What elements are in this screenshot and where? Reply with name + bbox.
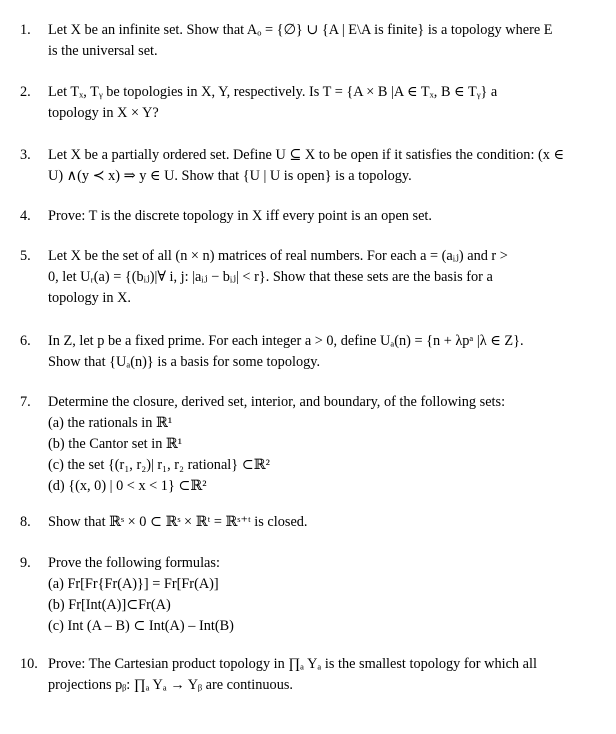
problem-subitem: (d) {(x, 0) | 0 < x < 1} ⊂ℝ² [48,478,207,494]
problem-subitem: (a) Fr[Fr{Fr(A)}] = Fr[Fr(A)] [48,576,219,592]
problem-text: Let Tₓ, Tᵧ be topologies in X, Y, respectively. Is T = {A × B |A ∈ Tₓ, B ∈ Tᵧ} a [48,84,498,100]
problem-subitem: (a) the rationals in ℝ¹ [48,415,173,431]
problem-text: Prove the following formulas: [48,555,220,571]
problem-text: Let X be the set of all (n × n) matrices of real numbers. For each a = (aᵢⱼ) and r > [48,248,508,264]
problem-text: Let X be an infinite set. Show that Aₒ = {∅} ∪ {A | E\A is finite} is a topology where E [48,22,553,38]
problem-subitem: (c) Int (A – B) ⊂ Int(A) – Int(B) [48,618,234,634]
problem-text: is the universal set. [48,43,158,59]
problem-text: Show that {Uₐ(n)} is a basis for some topology. [48,354,321,370]
problem-text: Prove: The Cartesian product topology in ∏ₐ Yₐ is the smallest topology for which all [48,656,537,672]
problem-text: In Z, let p be a fixed prime. For each integer a > 0, define Uₐ(n) = {n + λpᵃ |λ ∈ Z}. [48,333,524,349]
problem-7 [20,392,598,497]
problem-subitem: (b) the Cantor set in ℝ¹ [48,436,183,452]
problem-text: projections pᵦ: ∏ₐ Yₐ → Yᵦ are continuous. [48,677,293,693]
problem-2 [20,82,598,124]
problem-4 [20,206,598,227]
problem-number: 6. [20,333,31,349]
problem-text: U) ∧(y ≺ x) ⇒ y ∈ U. Show that {U | U is open} is a topology. [48,168,412,184]
problem-text: 0, let Uᵣ(a) = {(bᵢⱼ)|∀ i, j: |aᵢⱼ − bᵢⱼ| < r}. Show that these sets are the basis for a [48,269,493,285]
problem-5 [20,246,598,309]
problem-3 [20,145,598,187]
problem-text: topology in X. [48,290,132,306]
problem-number: 9. [20,555,31,571]
problem-number: 7. [20,394,31,410]
problem-8 [20,512,598,533]
problem-number: 8. [20,514,31,530]
problem-subitem: (c) the set {(r₁, r₂)| r₁, r₂ rational} ⊂ℝ² [48,457,270,473]
problem-9 [20,553,598,637]
problem-1 [20,20,598,62]
problem-number: 4. [20,208,31,224]
problem-10 [20,654,598,696]
problem-text: Let X be a partially ordered set. Define U ⊆ X to be open if it satisfies the condition: (x ∈ [48,147,565,163]
problem-text: Determine the closure, derived set, interior, and boundary, of the following sets: [48,394,506,410]
problem-subitem: (b) Fr[Int(A)]⊂Fr(A) [48,597,171,613]
problem-text: Prove: T is the discrete topology in X iff every point is an open set. [48,208,432,224]
problem-text: topology in X × Y? [48,105,159,121]
problem-text: Show that ℝˢ × 0 ⊂ ℝˢ × ℝᵗ = ℝˢ⁺ᵗ is closed. [48,514,308,530]
problem-number: 10. [20,656,38,672]
problem-number: 2. [20,84,31,100]
problem-number: 1. [20,22,31,38]
problem-number: 5. [20,248,31,264]
problem-6 [20,331,598,373]
problem-number: 3. [20,147,31,163]
